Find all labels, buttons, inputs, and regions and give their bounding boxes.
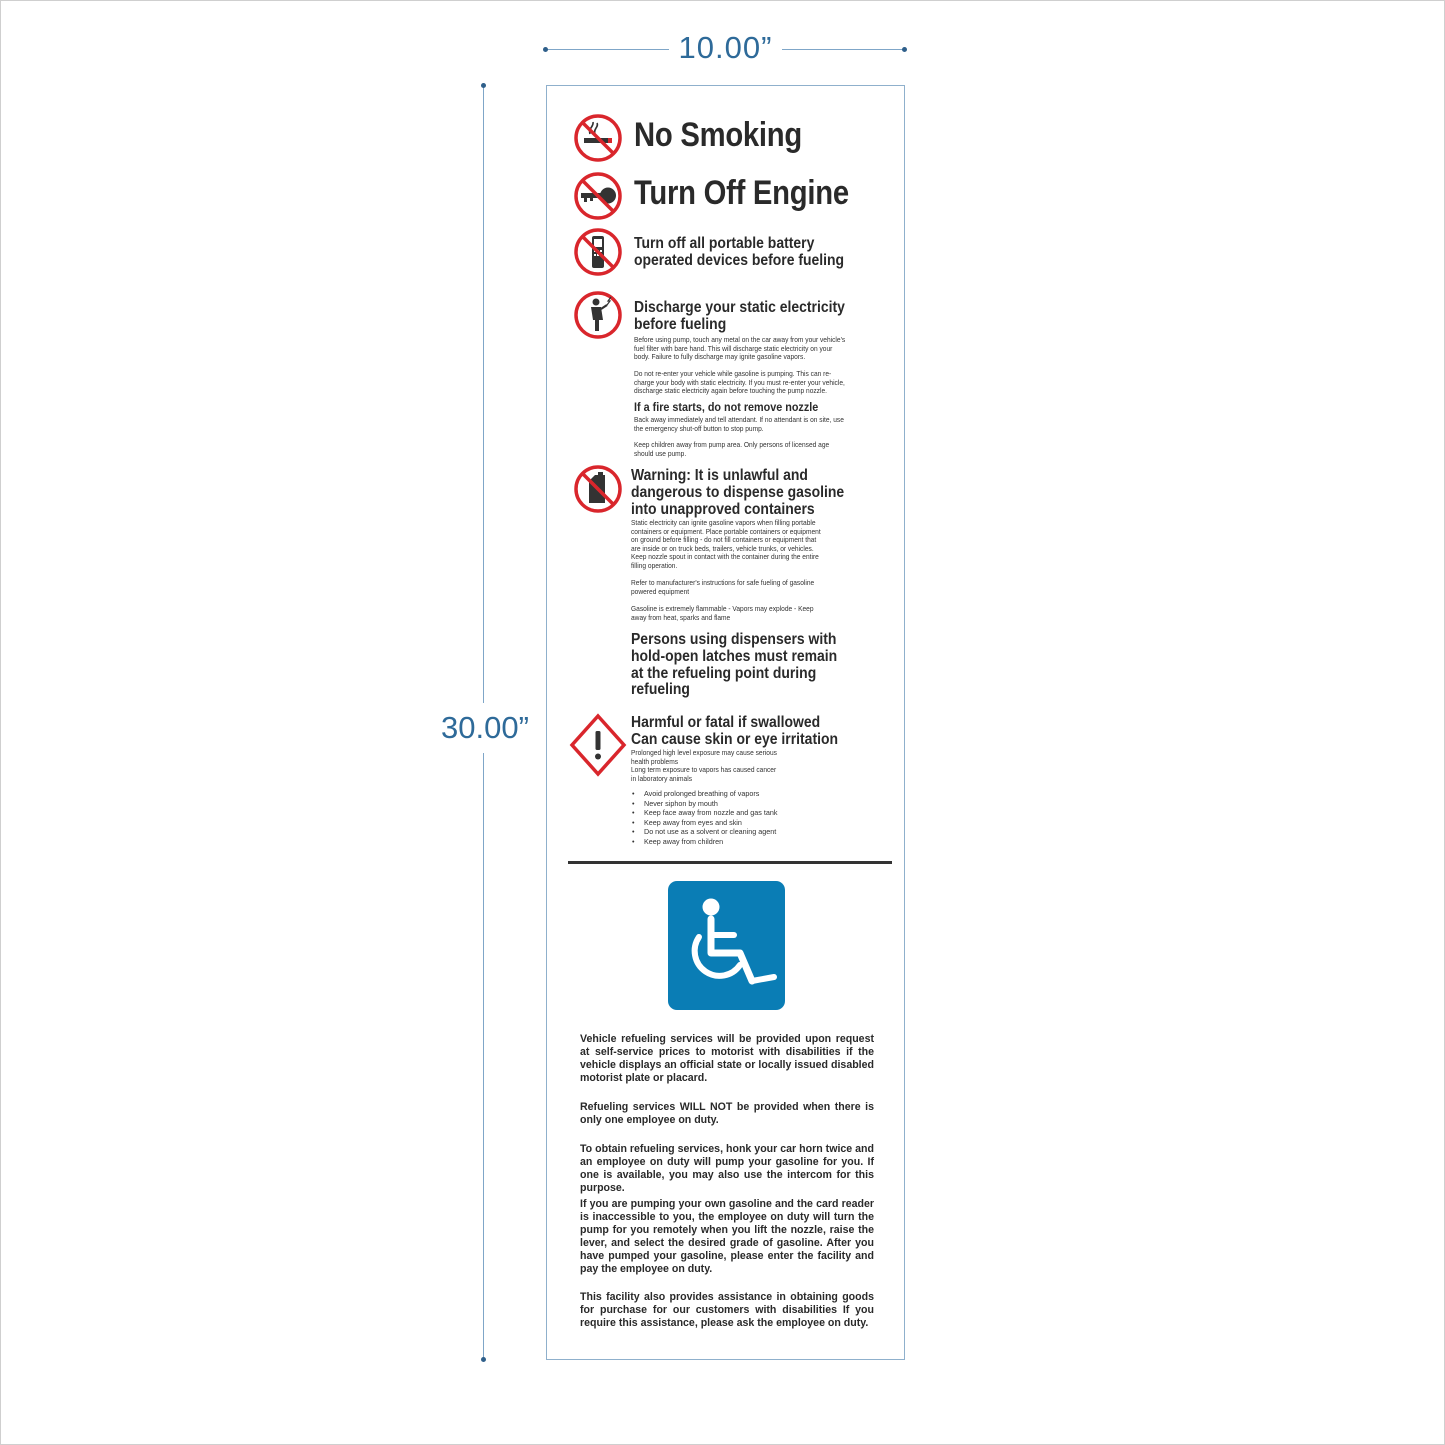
width-dimension-label: [546, 30, 905, 66]
devices-title-line-1: Turn off all portable battery: [634, 235, 815, 252]
containers-title-line-3: into unapproved containers: [631, 501, 815, 518]
height-dimension-label: 30.00”: [425, 703, 545, 753]
no-key-icon: [574, 172, 622, 220]
list-item: • Never siphon by mouth: [644, 799, 777, 809]
no-phone-icon: [574, 228, 622, 276]
list-item: • Do not use as a solvent or cleaning agent: [644, 827, 777, 837]
containers-paragraph-2: Refer to manufacturer's instructions for safe fueling of gasoline powered equipment: [631, 578, 815, 596]
fire-paragraph-1: Back away immediately and tell attendant. If no attendant is on site, use the emergency shut-off button to stop pump.: [634, 415, 844, 433]
ada-paragraph-1: Vehicle refueling services will be provided upon request at self-service prices to motorist with disabilities if the vehicle displays an official state or locally issued disabled motorist plate or placard.: [580, 1033, 874, 1084]
list-item: • Keep away from eyes and skin: [644, 818, 777, 828]
containers-paragraph-3: Gasoline is extremely flammable - Vapors may explode - Keep away from heat, sparks and flame: [631, 604, 814, 622]
turn-off-engine-title: Turn Off Engine: [634, 174, 849, 212]
wheelchair-icon: [668, 881, 785, 1010]
list-item: • Keep face away from nozzle and gas tank: [644, 808, 777, 818]
dimension-dot: [481, 1357, 486, 1362]
latch-warning-line-2: hold-open latches must remain: [631, 648, 838, 665]
latch-warning-line-1: Persons using dispensers with: [631, 631, 837, 648]
latch-warning-line-4: refueling: [631, 681, 690, 698]
harmful-paragraph: Prolonged high level exposure may cause serious health problems Long term exposure to vapors has caused cancer in laboratory animals: [631, 748, 777, 783]
fire-paragraph-2: Keep children away from pump area. Only persons of licensed age should use pump.: [634, 440, 830, 458]
no-smoking-icon: [574, 114, 622, 162]
static-person-icon: [574, 291, 622, 339]
static-title-line-2: before fueling: [634, 316, 727, 333]
list-item: • Avoid prolonged breathing of vapors: [644, 789, 777, 799]
static-paragraph-2: Do not re-enter your vehicle while gasoline is pumping. This can re- charge your body with static electricity. If you must re-enter your vehicle, discharge static electricity again before touching the pump nozzle.: [634, 369, 845, 396]
no-smoking-title: No Smoking: [634, 116, 802, 154]
hazard-exclamation-icon: [569, 713, 627, 777]
dimension-dot: [481, 83, 486, 88]
devices-title-line-2: operated devices before fueling: [634, 252, 845, 269]
static-paragraph-1: Before using pump, touch any metal on the car away from your vehicle's fuel filter with bare hand. This will discharge static electricity on your body. Failure to fully discharge may ignite gasoline vapors.: [634, 335, 846, 362]
width-dimension-text: 10.00”: [669, 30, 783, 65]
ada-paragraph-2: Refueling services WILL NOT be provided when there is only one employee on duty.: [580, 1101, 874, 1126]
ada-paragraph-3: To obtain refueling services, honk your car horn twice and an employee on duty will pump your gasoline for you. If one is available, you may also use the intercom for this purpose.: [580, 1143, 874, 1194]
harmful-title-line-2: Can cause skin or eye irritation: [631, 731, 839, 748]
list-item: • Keep away from children: [644, 837, 777, 847]
no-gas-can-icon: [574, 465, 622, 513]
containers-title-line-1: Warning: It is unlawful and: [631, 467, 808, 484]
section-divider: [568, 861, 892, 864]
fire-title: If a fire starts, do not remove nozzle: [634, 400, 819, 414]
latch-warning-line-3: at the refueling point during: [631, 665, 817, 682]
fuel-safety-sign: [546, 85, 905, 1360]
accessibility-badge: [668, 881, 785, 1010]
containers-title-line-2: dangerous to dispense gasoline: [631, 484, 845, 501]
containers-paragraph-1: Static electricity can ignite gasoline vapors when filling portable containers or equipment. Place portable containers or equipment on ground before filling - do not fill containers or equipment that are inside or on truck beds, trailers, vehicle trunks, or vehicles. Keep nozzle spout in contact with the container during the entire filling operation.: [631, 518, 821, 570]
static-title-line-1: Discharge your static electricity: [634, 299, 845, 316]
ada-paragraph-5: This facility also provides assistance in obtaining goods for purchase for our customers with disabilities If you require this assistance, please ask the employee on duty.: [580, 1291, 874, 1329]
harmful-title-line-1: Harmful or fatal if swallowed: [631, 714, 821, 731]
ada-paragraph-4: If you are pumping your own gasoline and the card reader is inaccessible to you, the employee on duty will turn the pump for you remotely when you lift the nozzle, raise the lever, and select the desired grade of gasoline. After you have pumped your gasoline, please enter the facility and pay the employee on duty.: [580, 1198, 874, 1275]
precaution-list: [644, 789, 777, 847]
